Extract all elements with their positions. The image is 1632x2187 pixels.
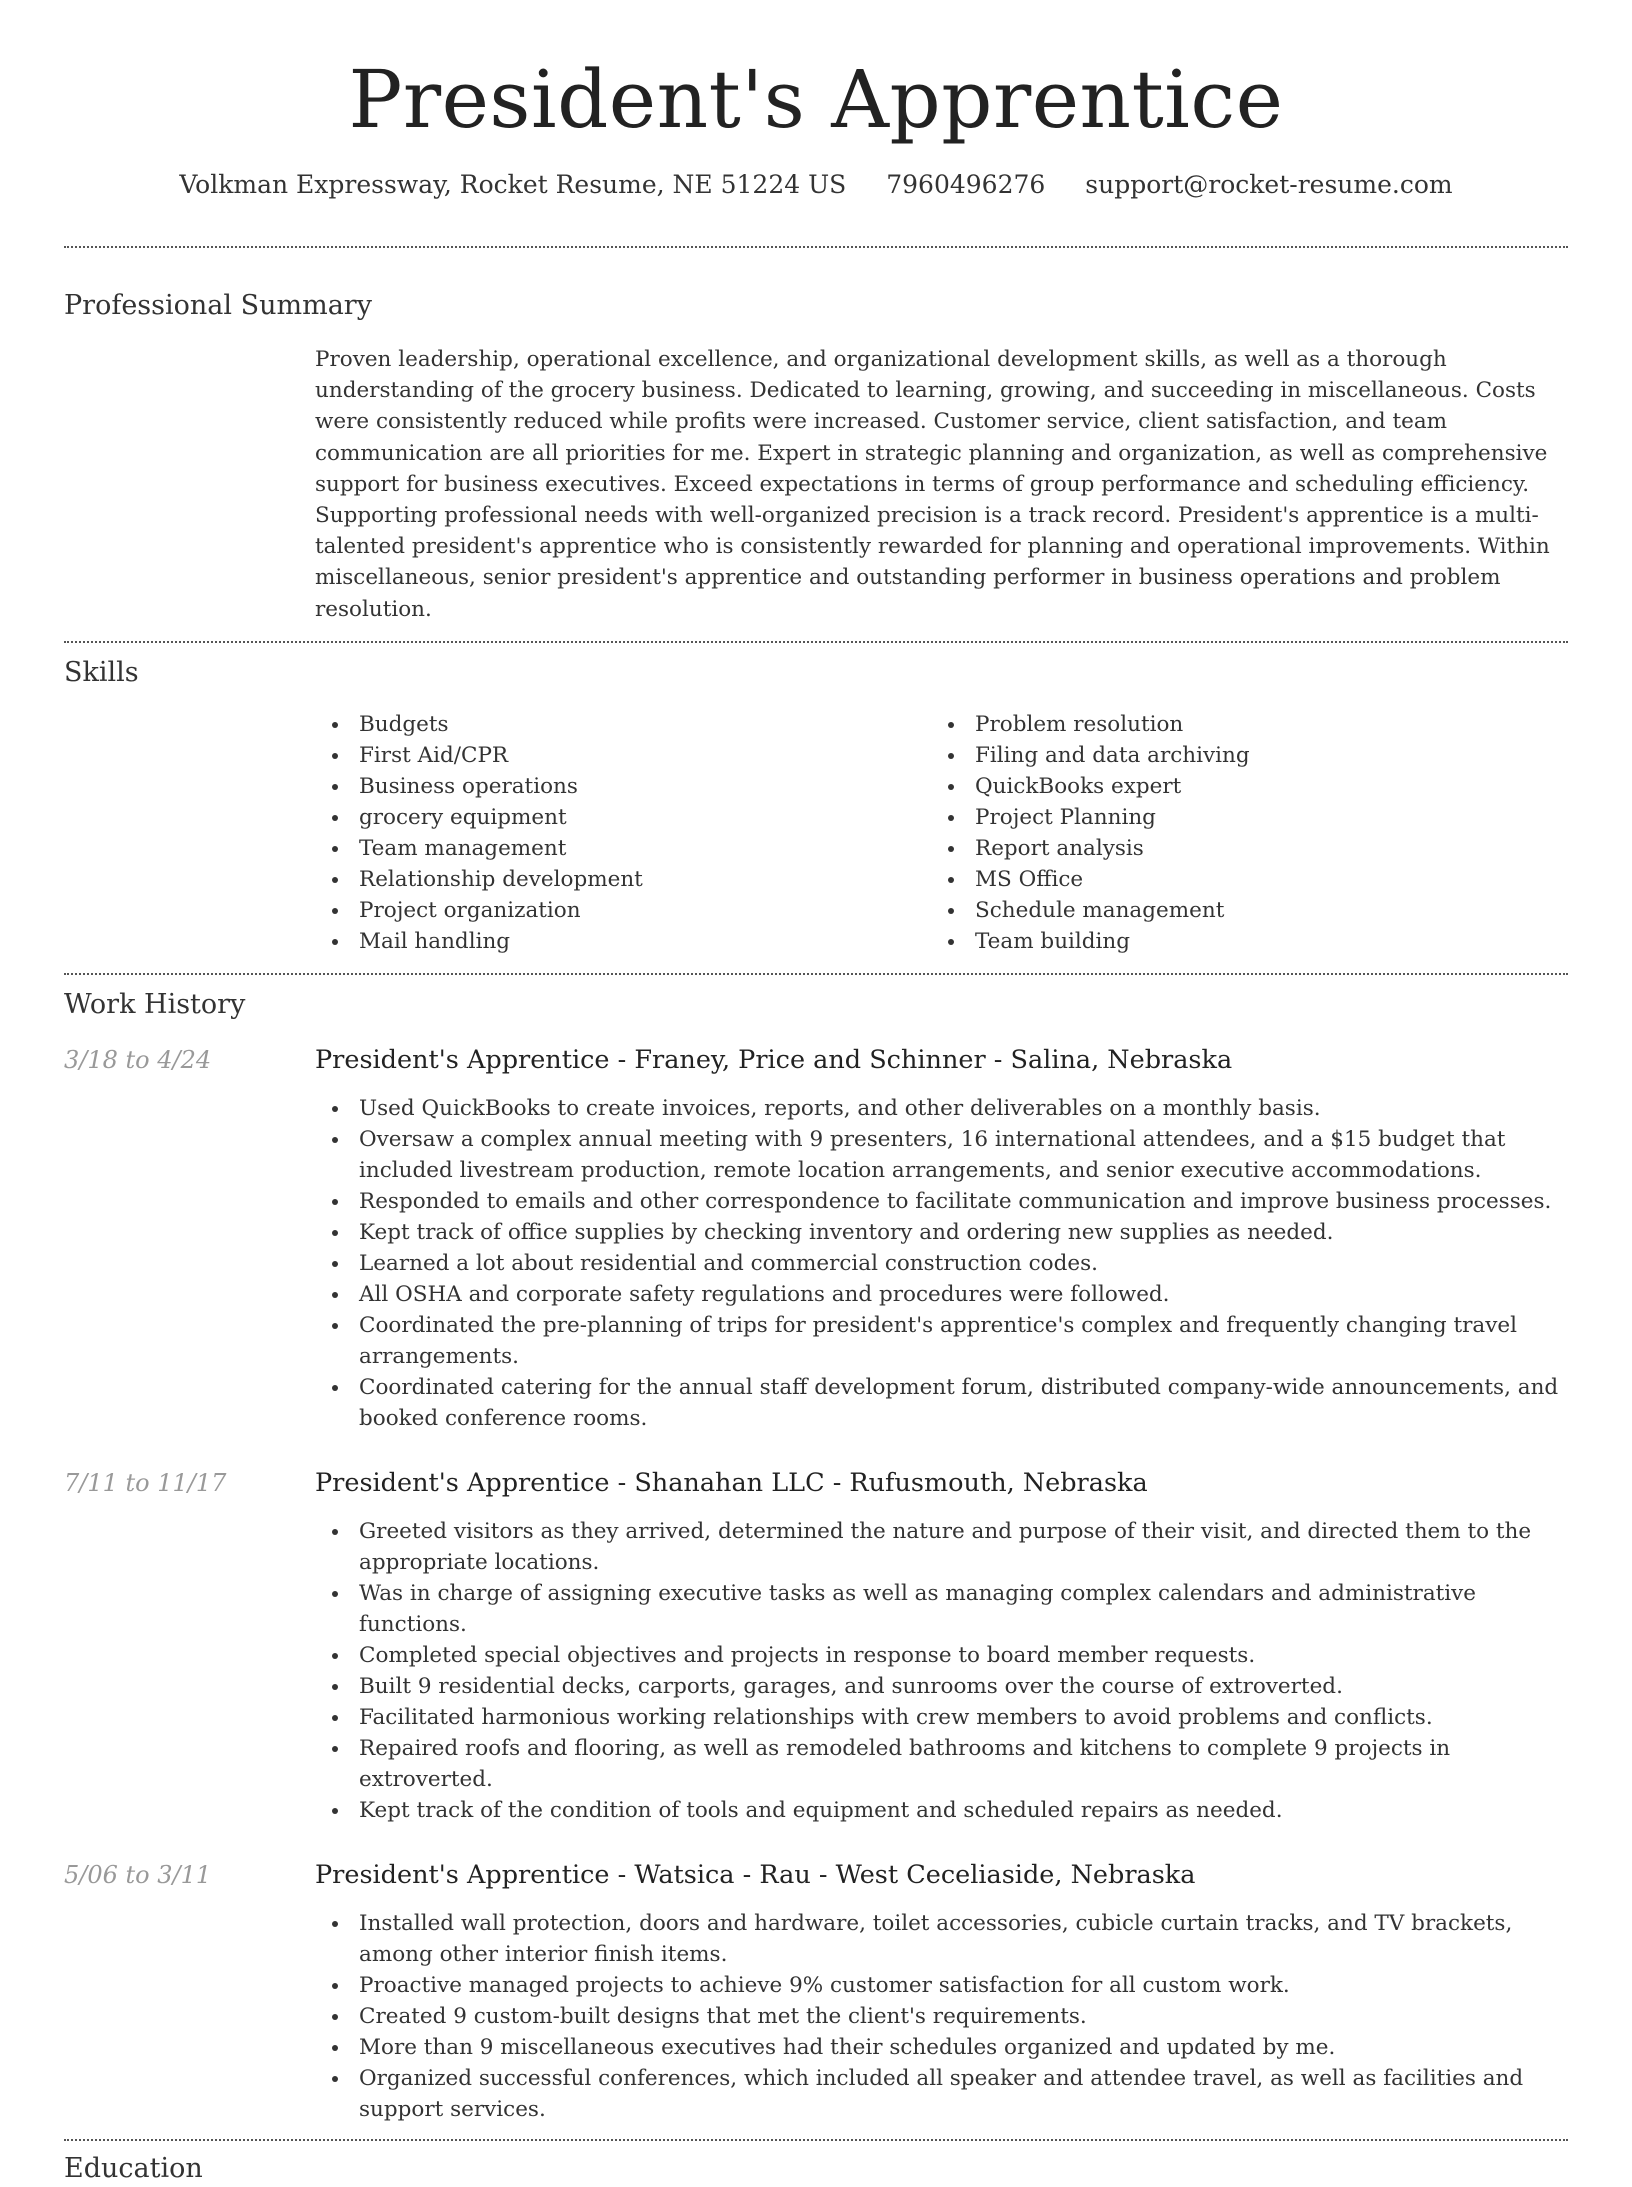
skills-column-right bbox=[931, 709, 1547, 957]
skill-item: QuickBooks expert bbox=[931, 771, 1547, 802]
duty-item: Facilitated harmonious working relationships with crew members to avoid problems and conflicts. bbox=[315, 1702, 1565, 1733]
duty-item: Built 9 residential decks, carports, garages, and sunrooms over the course of extroverted. bbox=[315, 1671, 1565, 1702]
section-divider bbox=[64, 641, 1568, 643]
skill-item: MS Office bbox=[931, 864, 1547, 895]
duty-item: Responded to emails and other correspondence to facilitate communication and improve business processes. bbox=[315, 1186, 1565, 1217]
summary-text: Proven leadership, operational excellence, and organizational development skills, as well as a thorough understanding of the grocery business. Dedicated to learning, growing, and succeeding in miscellaneous. Costs were consistently reduced while profits were increased. Customer service, client satisfaction, and team communication are all priorities for me. Expert in strategic planning and organization, as well as comprehensive support for business executives. Exceed expectations in terms of group performance and scheduling efficiency. Supporting professional needs with well-organized precision is a track record. President's apprentice is a multi-talented president's apprentice who is consistently rewarded for planning and operational improvements. Within miscellaneous, senior president's apprentice and outstanding performer in business operations and problem resolution. bbox=[315, 347, 1550, 622]
skill-item: Mail handling bbox=[315, 926, 931, 957]
contact-phone: 7960496276 bbox=[886, 170, 1046, 199]
skill-item: Relationship development bbox=[315, 864, 931, 895]
job-title: President's Apprentice - Franey, Price and Schinner - Salina, Nebraska bbox=[315, 1044, 1233, 1075]
contact-line bbox=[64, 168, 1568, 202]
resume-page bbox=[64, 0, 1568, 2187]
work-history-heading: Work History bbox=[64, 988, 246, 1020]
job-dates: 5/06 to 3/11 bbox=[64, 1860, 212, 1889]
summary-heading: Professional Summary bbox=[64, 290, 372, 321]
contact-email: support@rocket-resume.com bbox=[1085, 170, 1453, 199]
skill-item: grocery equipment bbox=[315, 802, 931, 833]
skill-item: Problem resolution bbox=[931, 709, 1547, 740]
job-duties bbox=[315, 1093, 1565, 1434]
skill-item: Project Planning bbox=[931, 802, 1547, 833]
skill-item: Team management bbox=[315, 833, 931, 864]
education-heading: Education bbox=[64, 2152, 203, 2184]
duty-item: Used QuickBooks to create invoices, reports, and other deliverables on a monthly basis. bbox=[315, 1093, 1565, 1124]
duty-item: Coordinated catering for the annual staff development forum, distributed company-wide announcements, and booked conference rooms. bbox=[315, 1372, 1565, 1434]
job-duties bbox=[315, 1908, 1565, 2125]
job-header bbox=[64, 1045, 1568, 1075]
job-dates: 3/18 to 4/24 bbox=[64, 1045, 212, 1074]
job-entry bbox=[64, 1045, 1568, 1434]
skill-item: Filing and data archiving bbox=[931, 740, 1547, 771]
skill-item: Budgets bbox=[315, 709, 931, 740]
skill-item: Report analysis bbox=[931, 833, 1547, 864]
section-divider bbox=[64, 973, 1568, 975]
duty-item: Kept track of office supplies by checking inventory and ordering new supplies as needed. bbox=[315, 1217, 1565, 1248]
skill-item: Team building bbox=[931, 926, 1547, 957]
skill-item: Business operations bbox=[315, 771, 931, 802]
job-dates: 7/11 to 11/17 bbox=[64, 1468, 227, 1497]
duty-item: Organized successful conferences, which included all speaker and attendee travel, as well as facilities and support services. bbox=[315, 2063, 1565, 2125]
duty-item: Proactive managed projects to achieve 9% customer satisfaction for all custom work. bbox=[315, 1970, 1565, 2001]
section-divider bbox=[64, 246, 1568, 248]
skills-list bbox=[315, 709, 1568, 957]
job-entry bbox=[64, 1468, 1568, 1826]
duty-item: Created 9 custom-built designs that met the client's requirements. bbox=[315, 2001, 1565, 2032]
skills-column-left bbox=[315, 709, 931, 957]
duty-item: Coordinated the pre-planning of trips for president's apprentice's complex and frequently changing travel arrangements. bbox=[315, 1310, 1565, 1372]
section-divider bbox=[64, 2139, 1568, 2141]
job-title: President's Apprentice - Watsica - Rau - West Ceceliaside, Nebraska bbox=[315, 1859, 1196, 1890]
duty-item: Oversaw a complex annual meeting with 9 presenters, 16 international attendees, and a $15 budget that included livestream production, remote location arrangements, and senior executive accommodations. bbox=[315, 1124, 1565, 1186]
duty-item: All OSHA and corporate safety regulations and procedures were followed. bbox=[315, 1279, 1565, 1310]
duty-item: Greeted visitors as they arrived, determined the nature and purpose of their visit, and directed them to the appropriate locations. bbox=[315, 1516, 1565, 1578]
duty-item: Was in charge of assigning executive tasks as well as managing complex calendars and administrative functions. bbox=[315, 1578, 1565, 1640]
job-header bbox=[64, 1468, 1568, 1498]
contact-address: Volkman Expressway, Rocket Resume, NE 51224 US bbox=[179, 170, 847, 199]
job-header bbox=[64, 1860, 1568, 1890]
duty-item: Learned a lot about residential and commercial construction codes. bbox=[315, 1248, 1565, 1279]
duty-item: Installed wall protection, doors and hardware, toilet accessories, cubicle curtain tracks, and TV brackets, among other interior finish items. bbox=[315, 1908, 1565, 1970]
job-title: President's Apprentice - Shanahan LLC - Rufusmouth, Nebraska bbox=[315, 1467, 1148, 1498]
duty-item: Repaired roofs and flooring, as well as remodeled bathrooms and kitchens to complete 9 projects in extroverted. bbox=[315, 1733, 1565, 1795]
candidate-name: President's Apprentice bbox=[348, 53, 1284, 146]
duty-item: Kept track of the condition of tools and equipment and scheduled repairs as needed. bbox=[315, 1795, 1565, 1826]
skills-heading: Skills bbox=[64, 656, 139, 688]
job-entry bbox=[64, 1860, 1568, 2125]
skill-item: Project organization bbox=[315, 895, 931, 926]
duty-item: Completed special objectives and projects in response to board member requests. bbox=[315, 1640, 1565, 1671]
duty-item: More than 9 miscellaneous executives had their schedules organized and updated by me. bbox=[315, 2032, 1565, 2063]
skill-item: First Aid/CPR bbox=[315, 740, 931, 771]
job-duties bbox=[315, 1516, 1565, 1826]
skill-item: Schedule management bbox=[931, 895, 1547, 926]
